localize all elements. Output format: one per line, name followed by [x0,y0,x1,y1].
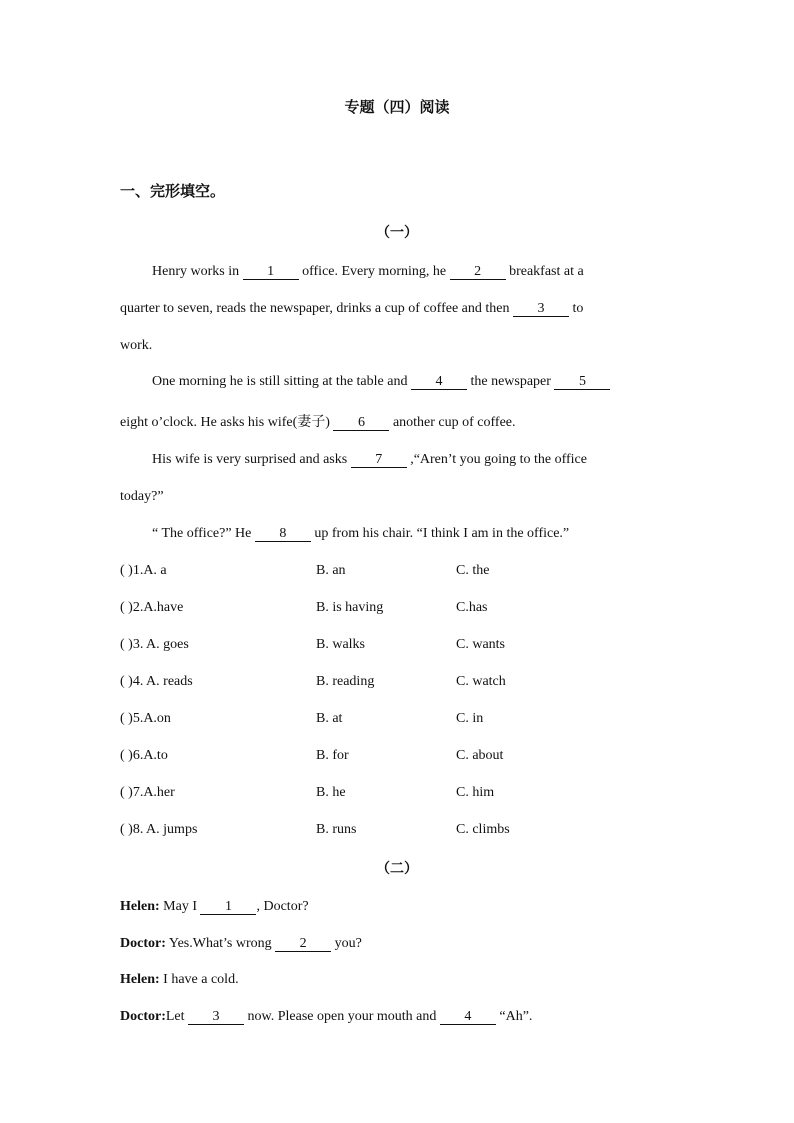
part-label: （一） [376,226,418,241]
question-option-c[interactable]: C.has [456,600,488,615]
blank[interactable]: 1 [243,265,299,280]
speaker: Helen: [120,899,160,914]
dialog-line: Doctor: Yes.What’s wrong 2 you? [120,936,362,951]
speaker: Doctor: [120,936,166,951]
question-option-c[interactable]: C. him [456,785,495,800]
question-option-b[interactable]: B. for [316,748,349,763]
question-option-a[interactable]: ( )8. A. jumps [120,822,198,837]
question-option-c[interactable]: C. climbs [456,822,510,837]
passage-line: work. [120,338,153,353]
speaker: Doctor: [120,1009,166,1024]
question-option-b[interactable]: B. at [316,711,343,726]
question-option-b[interactable]: B. reading [316,674,375,689]
dialog-line: Helen: May I 1 , Doctor? [120,899,309,914]
section-heading: 一、完形填空。 [120,184,226,200]
question-option-c[interactable]: C. watch [456,674,506,689]
question-option-c[interactable]: C. about [456,748,504,763]
dialog-line: Doctor:Let 3 now. Please open your mouth and 4 “Ah”. [120,1009,533,1024]
question-option-a[interactable]: ( )2.A.have [120,600,184,615]
question-option-b[interactable]: B. is having [316,600,384,615]
question-option-a[interactable]: ( )1.A. a [120,563,167,578]
blank[interactable]: 7 [351,453,407,468]
question-option-c[interactable]: C. wants [456,637,505,652]
blank[interactable]: 6 [333,416,389,431]
blank[interactable]: 3 [188,1010,244,1025]
passage-line: eight o’clock. He asks his wife(妻子) 6 another cup of coffee. [120,415,516,430]
question-option-b[interactable]: B. runs [316,822,357,837]
question-option-a[interactable]: ( )3. A. goes [120,637,189,652]
passage-line: Henry works in 1 office. Every morning, he 2 breakfast at a [152,264,584,279]
blank[interactable]: 5 [554,375,610,390]
question-option-b[interactable]: B. walks [316,637,365,652]
blank[interactable]: 4 [411,375,467,390]
question-option-c[interactable]: C. in [456,711,484,726]
passage-line: One morning he is still sitting at the table and 4 the newspaper 5 [152,374,610,390]
dialog-line: Helen: I have a cold. [120,972,239,987]
passage-line: today?” [120,489,164,504]
part-label: （二） [376,862,418,877]
passage-line: His wife is very surprised and asks 7 ,“Aren’t you going to the office [152,452,587,467]
passage-line: quarter to seven, reads the newspaper, drinks a cup of coffee and then 3 to [120,301,584,316]
question-option-c[interactable]: C. the [456,563,490,578]
question-option-b[interactable]: B. an [316,563,346,578]
blank[interactable]: 2 [275,937,331,952]
question-option-a[interactable]: ( )6.A.to [120,748,168,763]
page-title: 专题（四）阅读 [344,100,450,116]
blank[interactable]: 4 [440,1010,496,1025]
speaker: Helen: [120,972,160,987]
question-option-a[interactable]: ( )4. A. reads [120,674,193,689]
question-option-a[interactable]: ( )7.A.her [120,785,175,800]
blank[interactable]: 1 [200,900,256,915]
blank[interactable]: 8 [255,527,311,542]
question-option-a[interactable]: ( )5.A.on [120,711,171,726]
passage-line: “ The office?” He 8 up from his chair. “I think I am in the office.” [152,526,570,541]
question-option-b[interactable]: B. he [316,785,346,800]
blank[interactable]: 2 [450,265,506,280]
blank[interactable]: 3 [513,302,569,317]
